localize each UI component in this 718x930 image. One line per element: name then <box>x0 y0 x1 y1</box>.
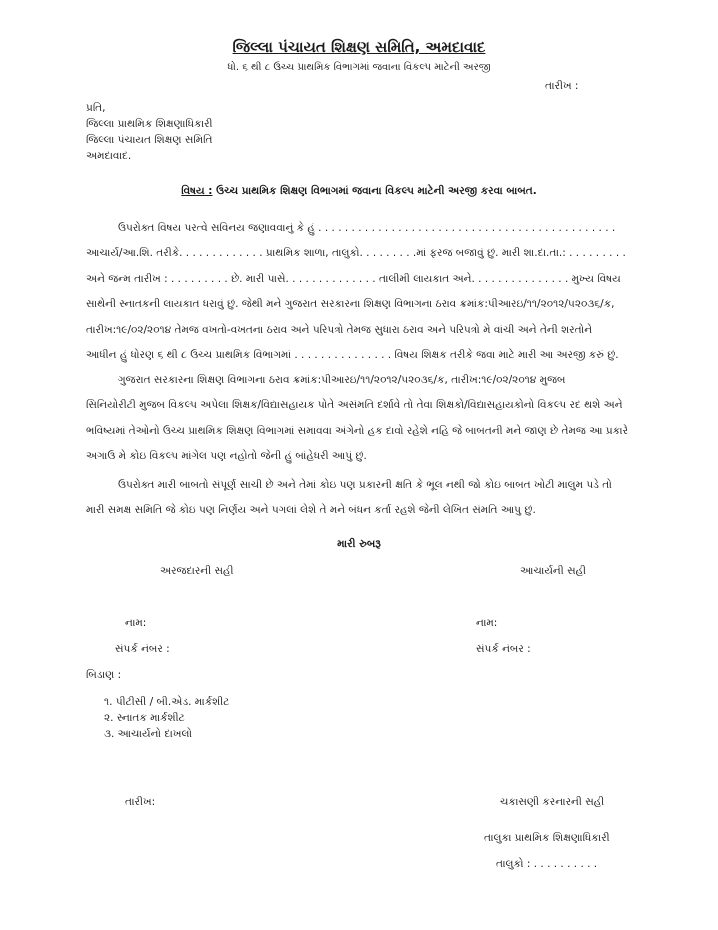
paragraph-2 <box>86 368 686 470</box>
taluka-officer-label: તાલુકા પ્રાથમિક શિક્ષણાધિકારી <box>484 832 610 844</box>
paragraph-line: સિનિયોરીટી મુજબ વિકલ્પ અપેલા શિક્ષક/વિદ્યાસહાયક પોતે અસંમતિ દર્શાવે તો તેવા શિક્ષકો/વિદ્યાસહાયકોનો વિકલ્પ રદ થશે અને <box>86 399 623 412</box>
attachments-list <box>104 694 229 742</box>
paragraph-line: આચાર્ય/આ.શિ. તરીકે. . . . . . . . . . . . . પ્રાથમિક શાળા, તાલુકો. . . . . . . . .માં ફરજ બજાવું છું. મારી શા.દા.તા.: . . . . . . . . . <box>86 247 626 260</box>
paragraph-line: અગાઉ મે કોઇ વિકલ્પ માંગેલ પણ નહોતો જેની હું બાંહેધરી આપું છું. <box>86 450 367 463</box>
principal-signature-label: આચાર્યની સહી <box>520 565 587 577</box>
attachment-item: ૧. પીટીસી / બી.એડ. માર્કશીટ <box>104 696 230 708</box>
addressee-line: અમદાવાદ. <box>86 150 132 162</box>
addressee-block <box>86 100 213 164</box>
addressee-line: જિલ્લા પ્રાથમિક શિક્ષણાધિકારી <box>86 118 213 130</box>
paragraph-line: ઉપરોક્ત વિષય પરત્વે સવિનય જણાવવાનું કે હું . . . . . . . . . . . . . . . . . . . . . . . . . . . . . . . . . . . . . . . . . . . . . <box>118 222 616 234</box>
verifier-signature-label: ચકાસણી કરનારની સહી <box>500 796 605 808</box>
paragraph-1 <box>86 216 686 368</box>
footer-date-label: તારીખ: <box>125 796 156 808</box>
taluka-label: તાલુકો : . . . . . . . . . . <box>496 858 598 870</box>
paragraph-line: આધીન હું ધોરણ ૬ થી ૮ ઉચ્ચ પ્રાથમિક વિભાગમાં . . . . . . . . . . . . . . . વિષય શિક્ષક તરીકે જવા માટે મારી આ અરજી કરું છું. <box>86 349 619 362</box>
witness-heading: મારી રુબરૂ <box>337 538 381 550</box>
document-subtitle: ધો. ૬ થી ૮ ઉચ્ચ પ્રાથમિક વિભાગમાં જવાના વિકલ્પ માટેની અરજી <box>227 62 491 73</box>
principal-name-label: નામ: <box>476 617 498 629</box>
paragraph-line: ઉપરોક્ત મારી બાબતો સંપૂર્ણ સાચી છે અને તેમાં કોઇ પણ પ્રકારની ક્ષતિ કે ભૂલ નથી જો કોઇ બાબત ખોટી માલુમ પડે તો <box>118 479 612 491</box>
paragraph-line: સાથેની સ્નાતકની લાયકાત ધરાવું છું. જેથી મને ગુજરાત સરકારના શિક્ષણ વિભાગના ઠરાવ ક્રમાંક:પીઆરઇ/૧૧/૨૦૧૨/૫૨૦૩૬/ક, <box>86 298 615 311</box>
paragraph-line: મારી સમક્ષ સમિતિ જે કોઇ પણ નિર્ણય અને પગલાં લેશે તે મને બંધન કર્તા રહશે જેની લેખિત સંમતિ આપુ છું. <box>86 504 536 517</box>
paragraph-line: અને જન્મ તારીખ : . . . . . . . . . છે. મારી પાસે. . . . . . . . . . . . . . તાલીમી લાયકાત અને. . . . . . . . . . . . . . . મુખ્ય વિષય <box>86 272 621 285</box>
paragraph-line: ગુજરાત સરકારના શિક્ષણ વિભાગના ઠરાવ ક્રમાંક:પીઆરઇ/૧૧/૨૦૧૨/૫૨૦૩૬/ક, તારીખ:૧૯/૦૨/૨૦૧૪ મુજબ <box>118 374 566 386</box>
document-title: જિલ્લા પંચાયત શિક્ષણ સમિતિ, અમદાવાદ <box>232 38 486 56</box>
subject-text: ઉચ્ચ પ્રાથમિક શિક્ષણ વિભાગમાં જવાના વિકલ્પ માટેની અરજી કરવા બાબત. <box>216 185 537 197</box>
principal-contact-label: સંપર્ક નંબર : <box>476 643 531 655</box>
attachment-item: ૨. સ્નાતક માર્કશીટ <box>104 712 185 724</box>
attachment-item: ૩. આચાર્યનો દાખલો <box>104 728 193 740</box>
attachments-label: બિડાણ : <box>86 669 122 681</box>
addressee-line: જિલ્લા પંચાયત શિક્ષણ સમિતિ <box>86 134 213 146</box>
applicant-signature-label: અરજદારની સહી <box>160 565 234 577</box>
addressee-line: પ્રતિ, <box>86 102 106 114</box>
paragraph-line: તારીખ:૧૯/૦૨/૨૦૧૪ તેમજ વખતો-વખતના ઠરાવ અને પરિપત્રો તેમજ સુધારા ઠરાવ અને પરિપત્રો મે વાંચી અને તેની શરતોને <box>86 323 593 336</box>
applicant-name-label: નામ: <box>125 617 147 629</box>
header-date-label: તારીખ : <box>545 80 579 92</box>
subject-line <box>0 185 718 198</box>
subject-label: વિષય : <box>181 185 213 197</box>
applicant-contact-label: સંપર્ક નંબર : <box>115 643 170 655</box>
paragraph-3 <box>86 473 686 524</box>
paragraph-line: ભવિષ્યમાં તેઓનો ઉચ્ચ પ્રાથમિક શિક્ષણ વિભાગમાં સમાવવા અંગેનો હક દાવો રહેશે નહિ જે બાબતની મને જાણ છે તેમજ આ પ્રકારે <box>86 424 629 437</box>
